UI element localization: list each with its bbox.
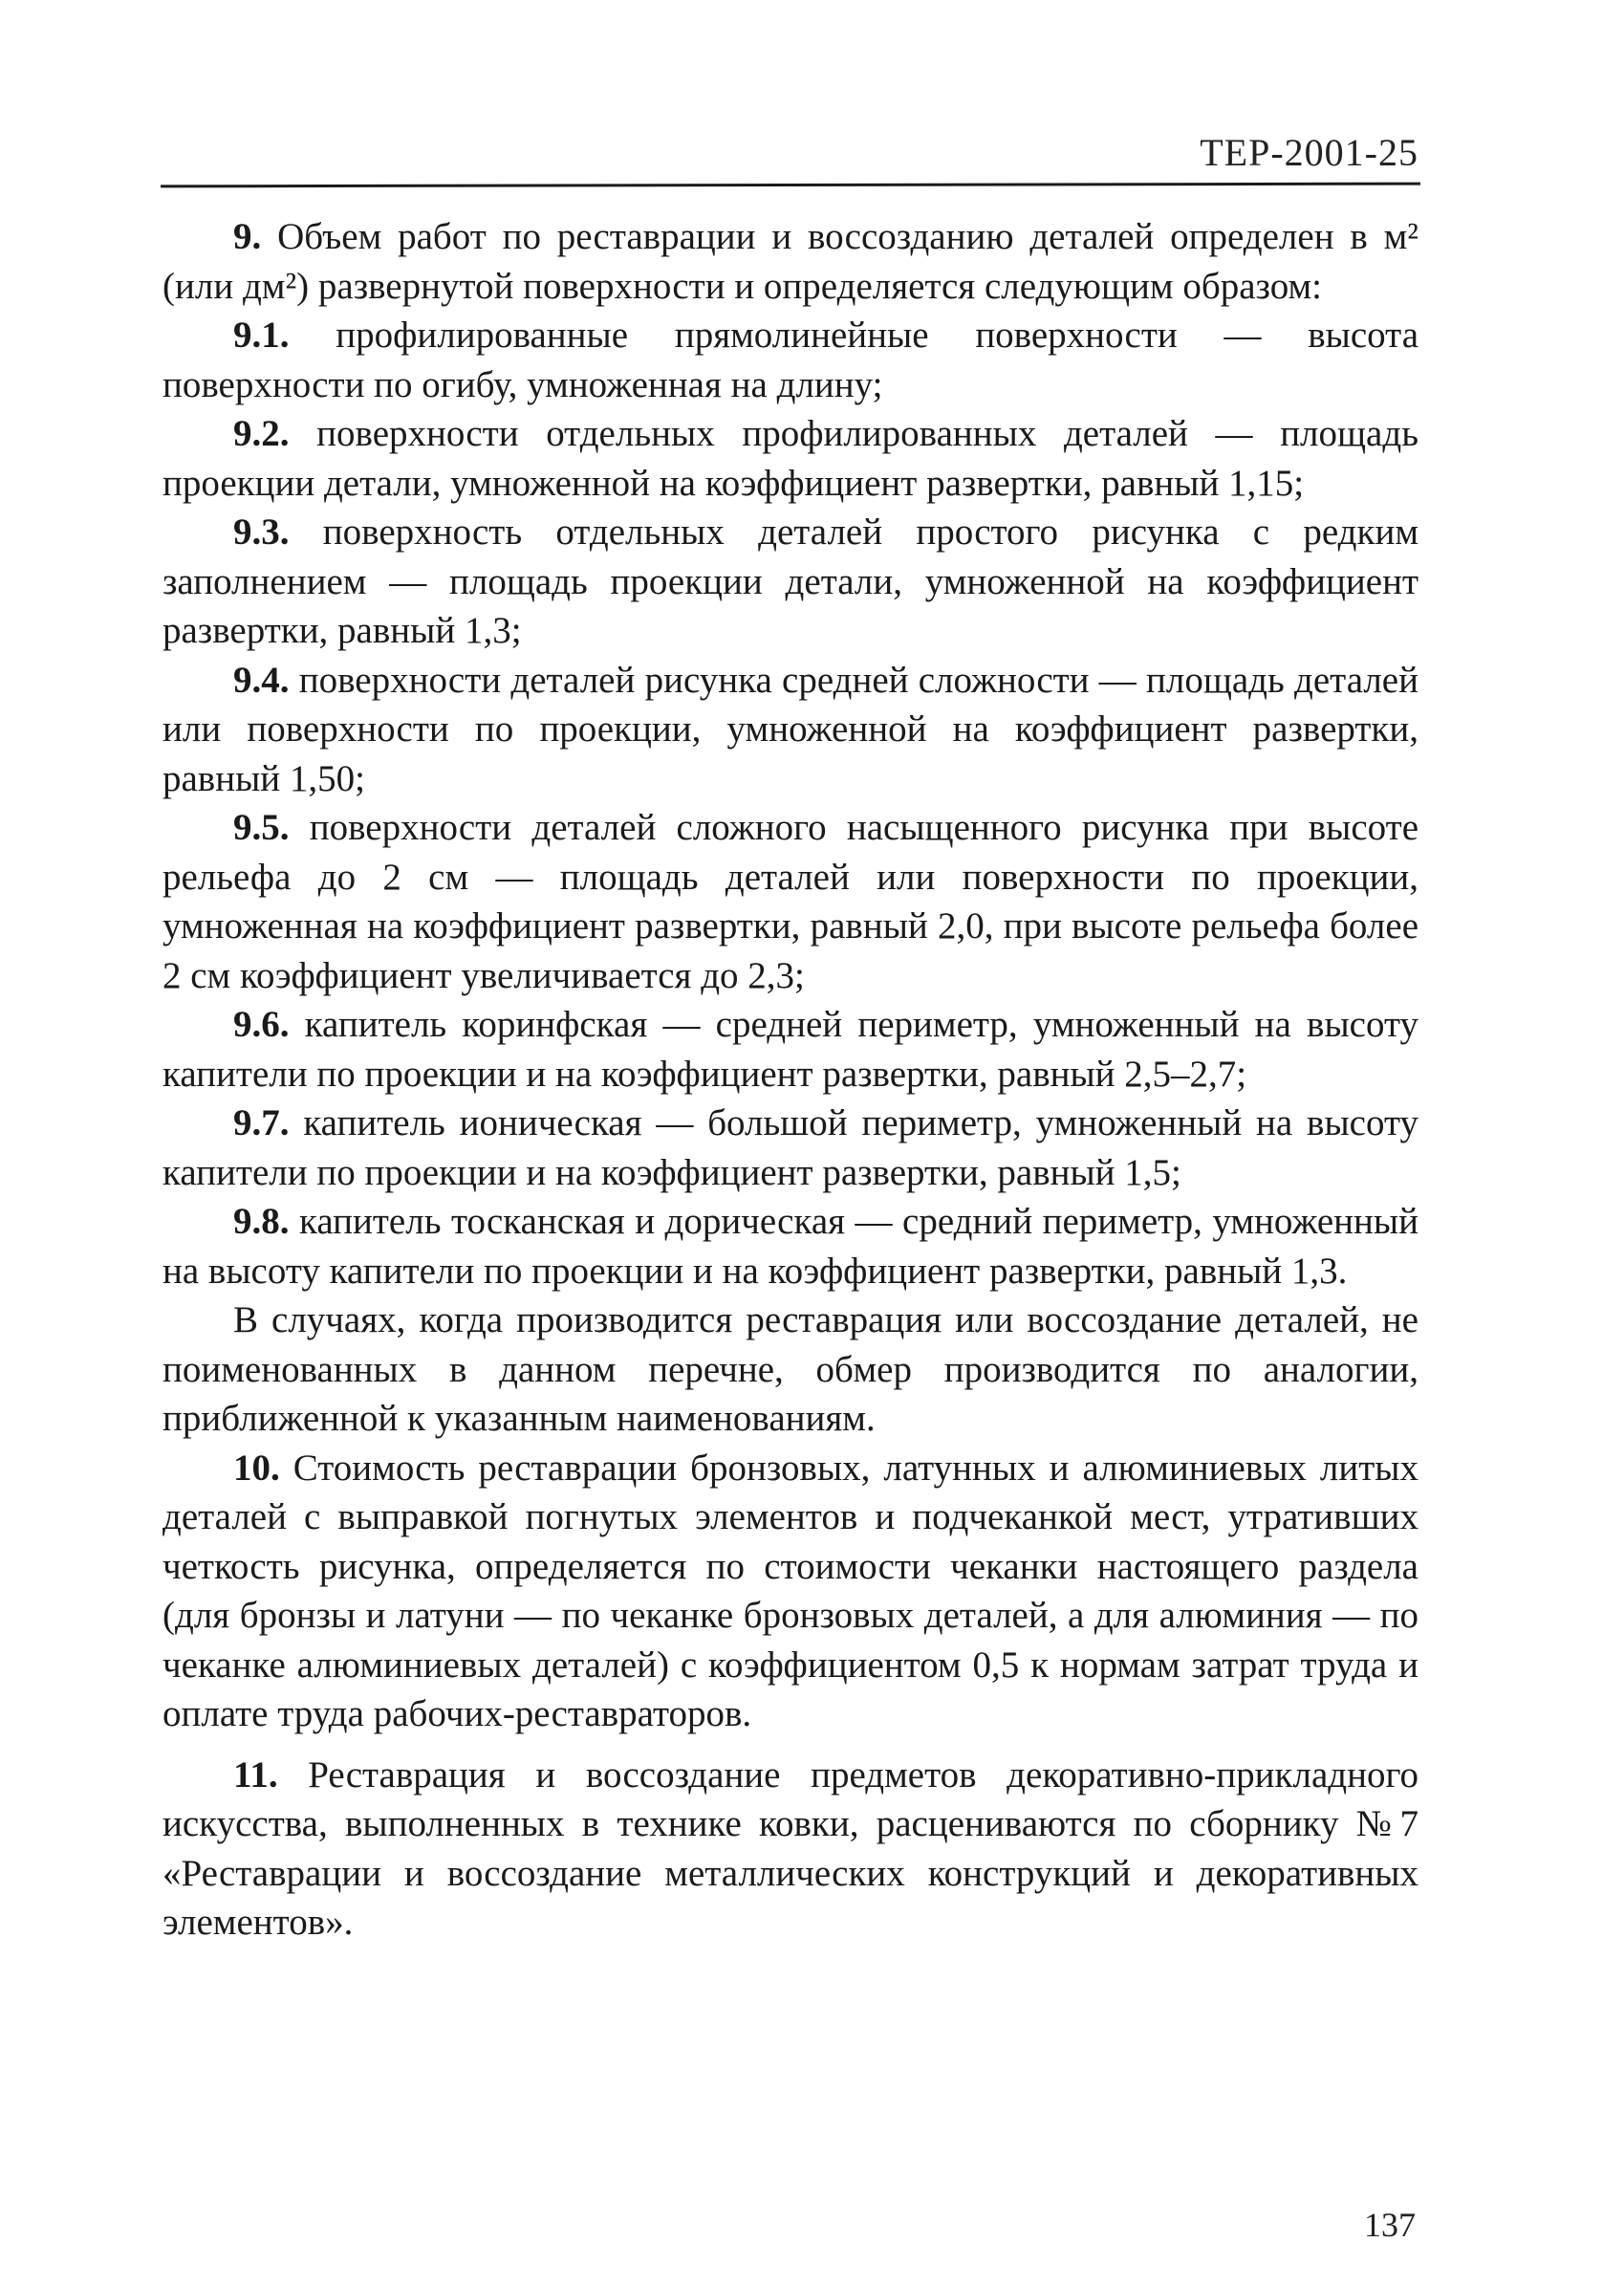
paragraph-9-3 [162, 508, 1418, 656]
page-number: 137 [1364, 2206, 1416, 2244]
paragraph-9-8 [162, 1197, 1418, 1295]
paragraph-text: поверхности деталей рисунка средней сложности — площадь деталей или поверхности по проекции, умноженной на коэффициент развертки, равный 1,50; [162, 659, 1418, 799]
header-rule [161, 183, 1420, 188]
paragraph-text: поверхность отдельных деталей простого рисунка с редким заполнением — площадь проекции детали, умноженной на коэффициент развертки, равный 1,3; [162, 512, 1418, 651]
paragraph-text: капитель ионическая — большой периметр, умноженный на высоту капители по проекции и на коэффициент развертки, равный 1,5; [162, 1102, 1418, 1193]
paragraph-text: В случаях, когда производится реставрация или воссоздание деталей, не поименованных в данном перечне, обмер производится по аналогии, приближенной к указанным наименованиям. [162, 1299, 1418, 1439]
paragraph-10 [162, 1444, 1418, 1739]
paragraph-number: 10. [233, 1447, 280, 1489]
paragraph-9-2 [162, 409, 1418, 508]
document-body [162, 212, 1418, 1948]
paragraph-9 [162, 212, 1418, 311]
paragraph-text: поверхности отдельных профилированных деталей — площадь проекции детали, умноженной на коэффициент развертки, равный 1,15; [162, 413, 1418, 504]
paragraph-number: 9. [233, 216, 262, 257]
paragraph-note [162, 1295, 1418, 1444]
paragraph-9-6 [162, 1000, 1418, 1099]
paragraph-9-5 [162, 803, 1418, 1000]
paragraph-number: 9.8. [233, 1201, 290, 1242]
paragraph-number: 9.6. [233, 1004, 290, 1045]
paragraph-text: капитель тосканская и дорическая — средний периметр, умноженный на высоту капители по проекции и на коэффициент развертки, равный 1,3. [162, 1201, 1418, 1292]
paragraph-text: Объем работ по реставрации и воссозданию деталей определен в м² (или дм²) развернутой поверхности и определяется следующим образом: [162, 216, 1418, 307]
paragraph-9-1 [162, 311, 1418, 409]
paragraph-text: Стоимость реставрации бронзовых, латунных и алюминиевых литых деталей с выправкой погнутых элементов и подчеканкой мест, утративших четкость рисунка, определяется по стоимости чеканки настоящего раздела (для бронзы и латуни — по чеканке бронзовых деталей, а для алюминия — по чеканке алюминиевых деталей) с коэффициентом 0,5 к нормам затрат труда и оплате труда рабочих-реставраторов. [162, 1447, 1418, 1734]
paragraph-number: 9.7. [233, 1102, 290, 1143]
paragraph-text: профилированные прямолинейные поверхности — высота поверхности по огибу, умноженная на длину; [162, 315, 1418, 405]
paragraph-number: 9.5. [233, 807, 290, 848]
paragraph-9-4 [162, 656, 1418, 804]
paragraph-text: капитель коринфская — средней периметр, умноженный на высоту капители по проекции и на коэффициент развертки, равный 2,5–2,7; [162, 1004, 1418, 1095]
paragraph-number: 9.4. [233, 659, 290, 701]
paragraph-number: 9.2. [233, 413, 290, 454]
paragraph-number: 9.3. [233, 512, 290, 553]
paragraph-number: 9.1. [233, 315, 290, 356]
paragraph-text: Реставрация и воссоздание предметов декоративно-прикладного искусства, выполненных в технике ковки, расцениваются по сборнику №7 «Реставрации и воссоздание металлических конструкций и декоративных элементов». [162, 1753, 1418, 1943]
paragraph-9-7 [162, 1099, 1418, 1197]
paragraph-text: поверхности деталей сложного насыщенного рисунка при высоте рельефа до 2 см — площадь деталей или поверхности по проекции, умноженная на коэффициент развертки, равный 2,0, при высоте рельефа более 2 см коэффициент увеличивается до 2,3; [162, 807, 1418, 996]
document-code: ТЕР-2001-25 [1200, 131, 1418, 174]
paragraph-number: 11. [233, 1753, 278, 1796]
paragraph-11 [162, 1751, 1418, 1948]
